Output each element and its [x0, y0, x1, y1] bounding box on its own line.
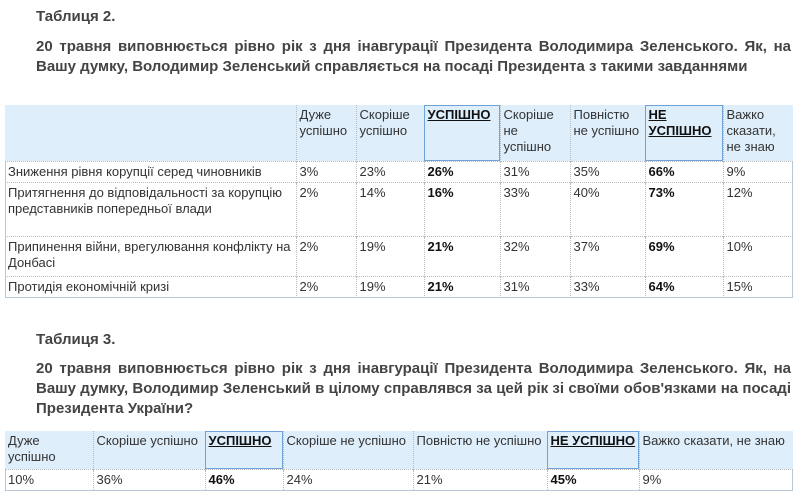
row-label: Припинення війни, врегулювання конфлікту на Донбасі — [5, 236, 296, 276]
table-cell: 16% — [424, 182, 500, 236]
table3-question: 20 травня виповнюється рівно рік з дня інавгурації Президента Володимира Зеленського. Як, на Вашу думку, Володимир Зеленський в цілому справлявся за цей рік зі своїми обов'язками на посаді Президента України? — [36, 360, 791, 417]
table-cell: 73% — [645, 182, 723, 236]
table-cell: 14% — [356, 182, 424, 236]
table-cell: 12% — [723, 182, 793, 236]
table-cell: 19% — [356, 236, 424, 276]
row-label: Притягнення до відповідальності за корупцію представників попередньої влади — [5, 182, 296, 236]
table-cell: 23% — [356, 161, 424, 182]
table3-header-rather-unsuccessful: Скоріше не успішно — [283, 431, 413, 469]
row-label: Протидія економічній кризі — [5, 276, 296, 298]
table3-caption: Таблиця 3. — [36, 331, 116, 348]
table2 — [5, 105, 793, 298]
table-cell: 36% — [93, 469, 205, 490]
table2-header-unsuccessful: НЕ УСПІШНО — [645, 105, 723, 161]
table-cell: 33% — [500, 182, 570, 236]
table-cell: 31% — [500, 276, 570, 298]
table3-header-rather-successful: Скоріше успішно — [93, 431, 205, 469]
table3-header-fully-unsuccessful: Повністю не успішно — [413, 431, 547, 469]
table-cell: 31% — [500, 161, 570, 182]
table-row — [5, 236, 793, 276]
table2-header-rather-unsuccessful: Скоріше не успішно — [500, 105, 570, 161]
table-cell: 66% — [645, 161, 723, 182]
table-cell: 32% — [500, 236, 570, 276]
table2-header-hard-to-say: Важко сказати, не знаю — [723, 105, 793, 161]
table3-header-row — [5, 431, 793, 469]
table-cell: 64% — [645, 276, 723, 298]
table-cell: 21% — [424, 236, 500, 276]
table-cell: 21% — [413, 469, 547, 490]
table-cell: 15% — [723, 276, 793, 298]
table-cell: 2% — [296, 236, 356, 276]
table2-caption: Таблиця 2. — [36, 8, 116, 25]
table-cell: 33% — [570, 276, 645, 298]
table3-header-very-successful: Дуже успішно — [5, 431, 93, 469]
table-cell: 2% — [296, 182, 356, 236]
table2-header-very-successful: Дуже успішно — [296, 105, 356, 161]
table3-header-hard-to-say: Важко сказати, не знаю — [639, 431, 793, 469]
table-row — [5, 469, 793, 490]
table-cell: 37% — [570, 236, 645, 276]
table-cell: 21% — [424, 276, 500, 298]
table-cell: 40% — [570, 182, 645, 236]
table-cell: 26% — [424, 161, 500, 182]
table3-header-successful: УСПІШНО — [205, 431, 283, 469]
table-cell: 10% — [5, 469, 93, 490]
table-cell: 46% — [205, 469, 283, 490]
table-row — [5, 276, 793, 298]
table-cell: 2% — [296, 276, 356, 298]
table2-question: 20 травня виповнюється рівно рік з дня інавгурації Президента Володимира Зеленського. Як, на Вашу думку, Володимир Зеленський справляється на посаді Президента з такими завданнями — [36, 38, 791, 75]
table2-header-successful: УСПІШНО — [424, 105, 500, 161]
table-cell: 3% — [296, 161, 356, 182]
table-cell: 19% — [356, 276, 424, 298]
table-row — [5, 182, 793, 236]
table-cell: 45% — [547, 469, 639, 490]
table2-header-rather-successful: Скоріше успішно — [356, 105, 424, 161]
table-cell: 9% — [723, 161, 793, 182]
table-cell: 24% — [283, 469, 413, 490]
table-row — [5, 161, 793, 182]
table2-header-corner — [5, 105, 296, 161]
table-cell: 69% — [645, 236, 723, 276]
table2-header-fully-unsuccessful: Повністю не успішно — [570, 105, 645, 161]
row-label: Зниження рівня корупції серед чиновників — [5, 161, 296, 182]
table-cell: 35% — [570, 161, 645, 182]
table2-header-row — [5, 105, 793, 161]
table-cell: 10% — [723, 236, 793, 276]
table3-header-unsuccessful: НЕ УСПІШНО — [547, 431, 639, 469]
table-cell: 9% — [639, 469, 793, 490]
table3 — [5, 431, 793, 490]
